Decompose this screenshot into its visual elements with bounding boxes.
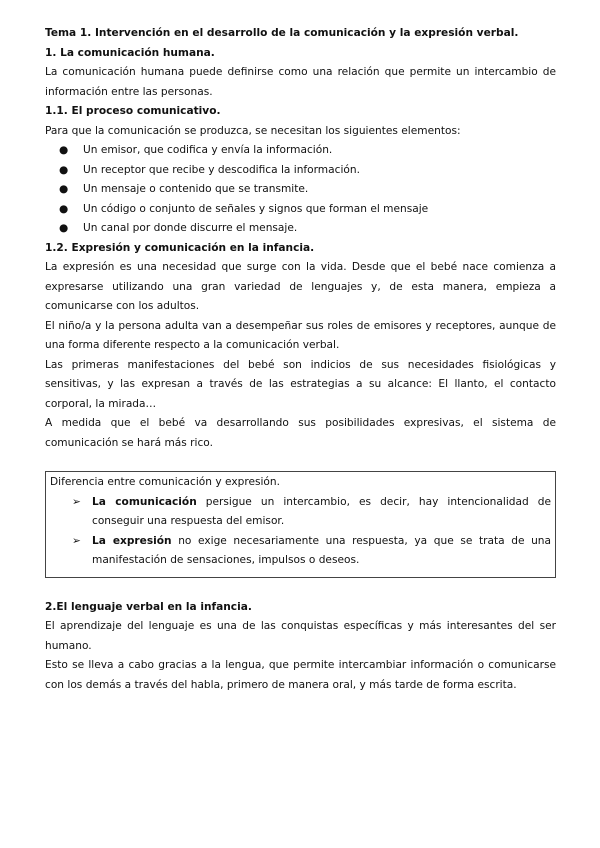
section-1-2-paragraph: La expresión es una necesidad que surge con la vida. Desde que el bebé nace comienza a expresarse utilizando una gran variedad de lenguajes y, de esta manera, empieza a comunicarse con los adultos. (45, 261, 556, 312)
list-item (72, 493, 551, 532)
section-1-2-paragraph: Las primeras manifestaciones del bebé son indicios de sus necesidades fisiológicas y sensitivas, y las expresan a través de las estrategias a su alcance: El llanto, el contacto corporal, la mirada… (45, 358, 556, 410)
section-2-paragraph: El aprendizaje del lenguaje es una de las conquistas específicas y más interesantes del ser humano. (45, 620, 556, 652)
list-item-text: Un emisor, que codifica y envía la información. (83, 144, 333, 156)
list-item (72, 532, 551, 571)
list-item-text: Un receptor que recibe y descodifica la información. (83, 163, 360, 176)
section-2-paragraph: Esto se lleva a cabo gracias a la lengua, que permite intercambiar información o comunicarse con los demás a través del habla, primero de manera oral, y más tarde de forma escrita. (45, 659, 556, 691)
section-1-1-heading: 1.1. El proceso comunicativo. (45, 105, 221, 117)
section-2 (45, 598, 556, 696)
list-item (59, 219, 556, 239)
list-item (59, 200, 556, 220)
arrow-bullet-icon: ➢ (72, 534, 81, 547)
document-title: Tema 1. Intervención en el desarrollo de la comunicación y la expresión verbal. (45, 27, 519, 39)
term-communication: La comunicación (92, 495, 197, 508)
term-definition: no exige necesariamente una respuesta, ya que se trata de una manifestación de sensaciones, impulsos o deseos. (92, 534, 551, 566)
elements-list (45, 141, 556, 239)
section-1-text: La comunicación humana puede definirse como una relación que permite un intercambio de información entre las personas. (45, 66, 556, 98)
list-item (59, 161, 556, 181)
section-2-heading: 2.El lenguaje verbal en la infancia. (45, 600, 252, 613)
arrow-bullet-icon: ➢ (72, 495, 81, 508)
section-1-2-heading: 1.2. Expresión y comunicación en la infancia. (45, 241, 315, 254)
bullet-icon: ● (59, 163, 69, 176)
section-1-1-intro: Para que la comunicación se produzca, se necesitan los siguientes elementos: (45, 124, 461, 137)
bullet-icon: ● (59, 222, 69, 234)
section-1-2-paragraph: A medida que el bebé va desarrollando sus posibilidades expresivas, el sistema de comunicación se hará más rico. (45, 417, 556, 449)
list-item-text: Un código o conjunto de señales y signos que forman el mensaje (83, 202, 429, 215)
section-1-2-paragraph: El niño/a y la persona adulta van a desempeñar sus roles de emisores y receptores, aunque de una forma diferente respecto a la comunicación verbal. (45, 319, 556, 351)
list-item (59, 180, 556, 200)
list-item-text: Un canal por donde discurre el mensaje. (83, 222, 298, 234)
bullet-icon: ● (59, 183, 69, 195)
difference-list (50, 493, 551, 571)
document-page (45, 24, 556, 695)
bullet-icon: ● (59, 144, 69, 156)
box-title: Diferencia entre comunicación y expresión. (50, 476, 280, 488)
term-expression: La expresión (92, 534, 172, 547)
bullet-icon: ● (59, 202, 69, 215)
section-1-heading: 1. La comunicación humana. (45, 46, 215, 59)
difference-box (45, 471, 556, 578)
list-item-text: Un mensaje o contenido que se transmite. (83, 183, 309, 195)
list-item (59, 141, 556, 161)
term-definition: persigue un intercambio, es decir, hay intencionalidad de conseguir una respuesta del emisor. (92, 495, 551, 527)
